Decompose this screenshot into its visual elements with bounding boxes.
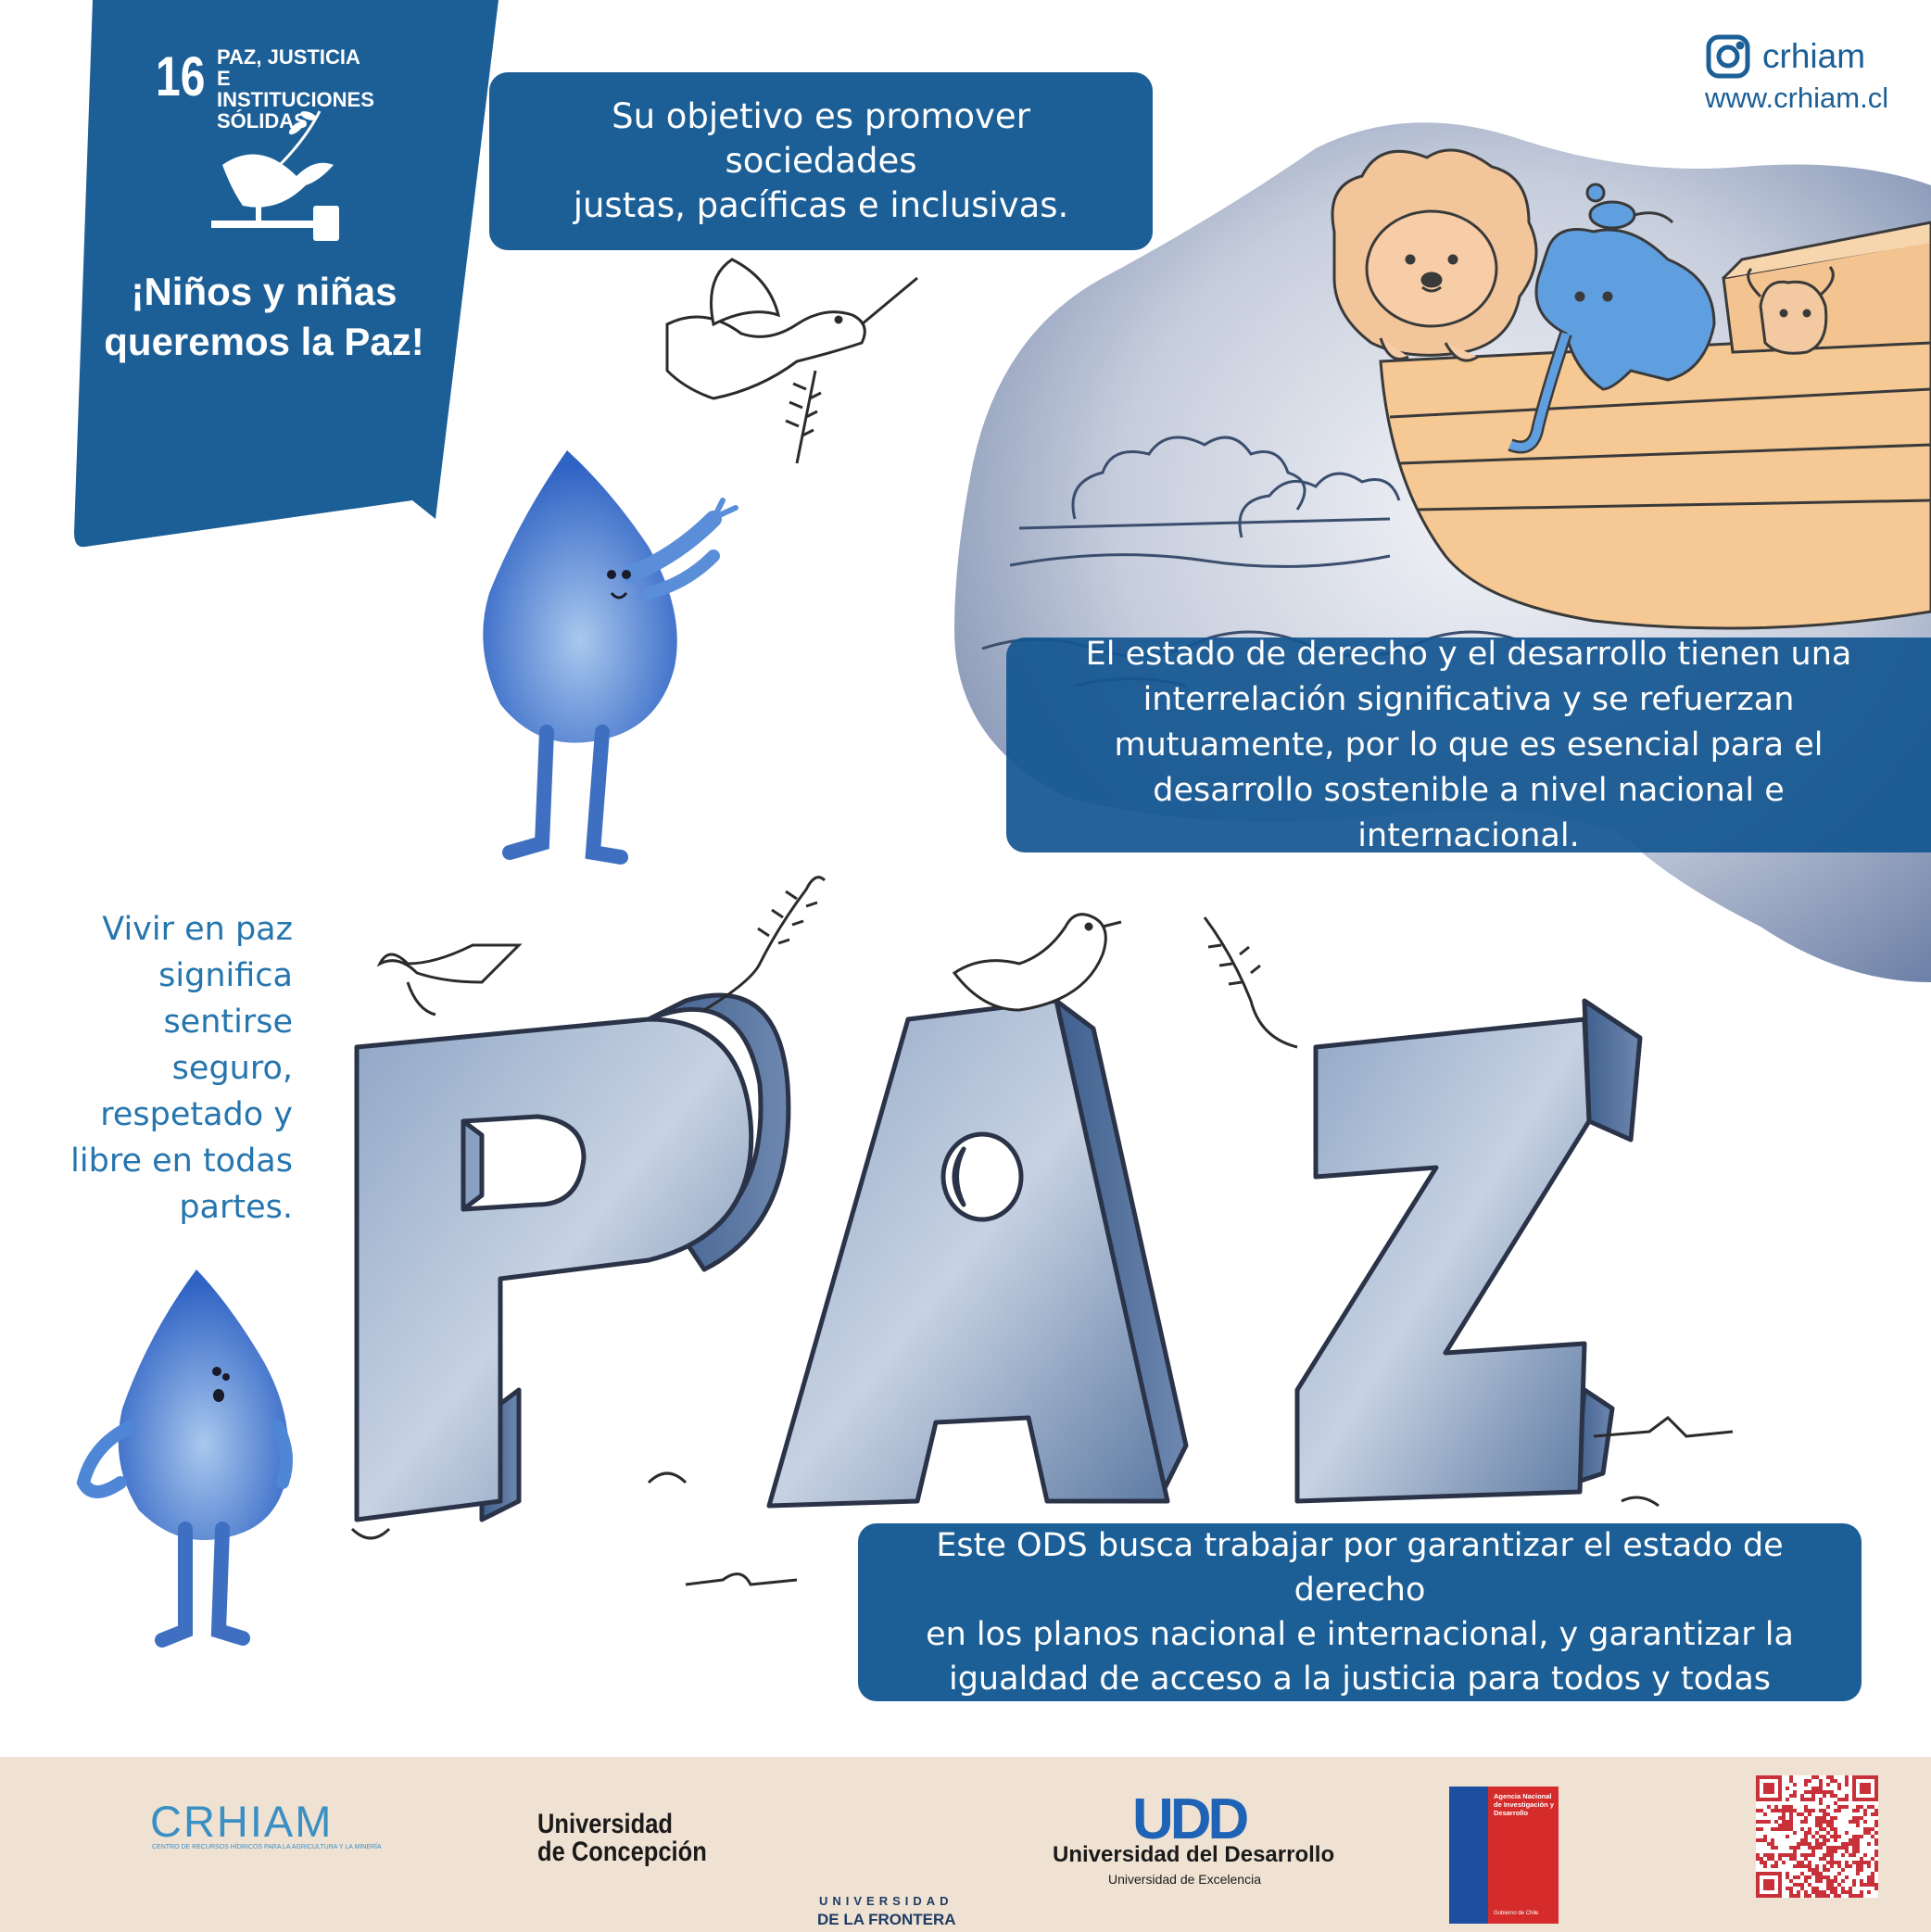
peace-line: seguro, [171, 1050, 293, 1087]
rule-of-law-line: mutuamente, por lo que es esencial para el [1114, 726, 1824, 764]
peace-line: sentirse [163, 1004, 293, 1041]
anid-logo-text: Agencia Nacional de Investigación y Desarrollo [1494, 1792, 1555, 1817]
ods-goal-line: igualdad de acceso a la justicia para todos y todas [948, 1661, 1772, 1698]
sdg-title [217, 46, 393, 132]
objective-line: Su objetivo es promover sociedades [612, 96, 1030, 181]
peace-meaning-text [56, 906, 293, 1231]
anid-logo-gov: Gobierno de Chile [1494, 1911, 1539, 1916]
udec-logo-line: de Concepción [537, 1837, 707, 1867]
udd-logo-tagline: Universidad de Excelencia [1108, 1872, 1261, 1887]
letter-p [357, 1019, 751, 1520]
anid-logo [1449, 1787, 1559, 1924]
rule-of-law-line: interrelación significativa y se refuerzan [1142, 680, 1795, 718]
sdg-title-line: SÓLIDAS [217, 109, 308, 133]
slogan-line: ¡Niños y niñas [131, 270, 398, 313]
water-drop-mascot-waving [483, 450, 736, 857]
rule-of-law-box [1006, 635, 1931, 854]
letter-z [1297, 1019, 1589, 1501]
birds-on-letters [380, 915, 1121, 1015]
peace-line: libre en todas [70, 1143, 293, 1180]
sdg-number: 16 [156, 45, 206, 107]
ods-goal-box [858, 1523, 1862, 1701]
sdg-title-line: PAZ, JUSTICIA [217, 45, 360, 69]
udd-logo-name: Universidad del Desarrollo [1053, 1842, 1335, 1867]
rule-of-law-line: desarrollo sostenible a nivel nacional e internacional. [1153, 771, 1785, 854]
sdg-title-line: E INSTITUCIONES [217, 67, 374, 111]
ufro-logo-line: UNIVERSIDAD [819, 1894, 953, 1908]
instagram-handle[interactable]: crhiam [1762, 37, 1866, 75]
slogan-line: queremos la Paz! [104, 320, 424, 363]
qr-code-icon[interactable] [1756, 1775, 1878, 1898]
instagram-icon [1709, 37, 1748, 76]
letter-a [769, 1001, 1167, 1506]
objective-box [489, 72, 1153, 250]
peace-line: significa [158, 957, 293, 994]
peace-line: partes. [179, 1189, 293, 1226]
peace-line: Vivir en paz [102, 911, 293, 948]
anid-logo-blue-bar [1449, 1787, 1488, 1924]
letter-z-side [1584, 1001, 1640, 1140]
slogan [93, 267, 435, 367]
ods-goal-line: en los planos nacional e internacional, y garantizar la [926, 1616, 1794, 1653]
udd-logo-mark: UDD [1132, 1787, 1246, 1851]
lion [1332, 150, 1536, 360]
website-link[interactable]: www.crhiam.cl [1705, 82, 1889, 114]
paz-letters [357, 995, 1640, 1520]
ufro-logo-line: DE LA FRONTERA [817, 1911, 956, 1928]
rule-of-law-line: El estado de derecho y el desarrollo tienen una [1085, 635, 1852, 673]
ods-goal-line: Este ODS busca trabajar por garantizar el estado de derecho [936, 1527, 1784, 1609]
udec-logo-line: Universidad [537, 1809, 673, 1839]
flying-dove [667, 259, 917, 463]
crhiam-logo-name: CRHIAM [150, 1797, 334, 1846]
water-drop-mascot-standing [83, 1269, 289, 1640]
objective-line: justas, pacíficas e inclusivas. [573, 185, 1069, 225]
peace-line: respetado y [100, 1096, 293, 1133]
crhiam-logo-subtitle: CENTRO DE RECURSOS HÍDRICOS PARA LA AGRICULTURA Y LA MINERÍA [152, 1844, 382, 1850]
